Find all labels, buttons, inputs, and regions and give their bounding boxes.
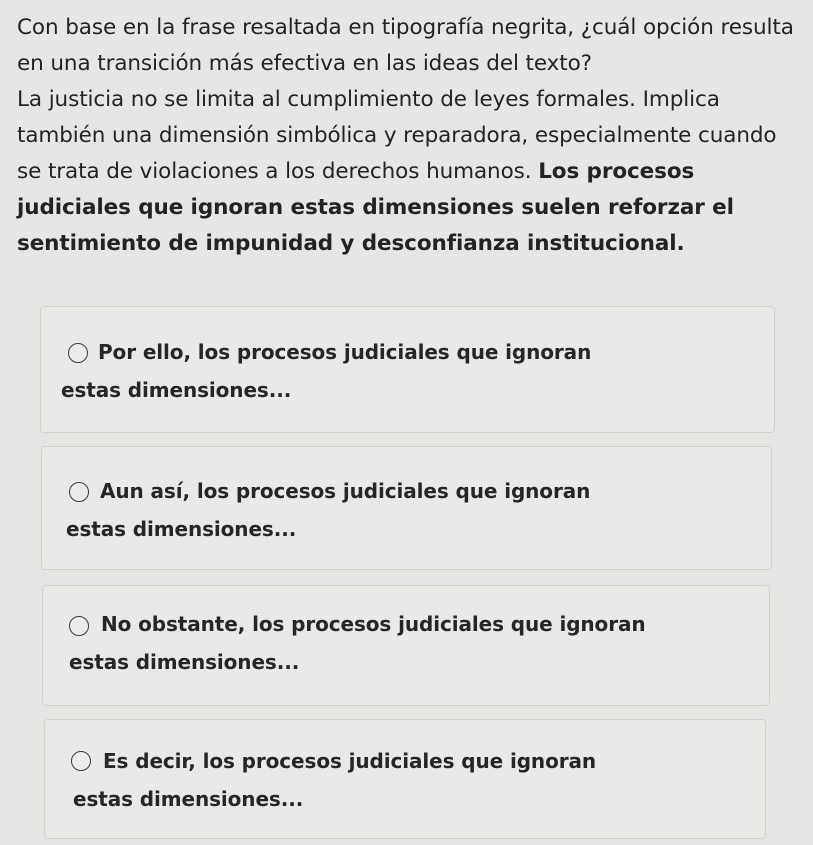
passage-plain: La justicia no se limita al cumplimiento de leyes formales. Implica también una dimensión simbólica y reparadora, especialmente cuando se trata de violaciones a los derechos humanos.	[17, 87, 777, 184]
question-prompt: Con base en la frase resaltada en tipografía negrita, ¿cuál opción resulta en una transición más efectiva en las ideas del texto?	[17, 15, 794, 76]
passage-bold: Los procesos judiciales que ignoran estas dimensiones suelen reforzar el sentimiento de impunidad y desconfianza institucional.	[17, 159, 734, 256]
answer-option-a[interactable]	[40, 306, 775, 433]
question-passage	[17, 82, 803, 262]
answer-option-c[interactable]	[42, 585, 770, 706]
answer-option-d[interactable]	[44, 719, 766, 839]
option-label: No obstante, los procesos judiciales que ignoran estas dimensiones...	[69, 612, 646, 674]
option-label: Es decir, los procesos judiciales que ignoran estas dimensiones...	[73, 749, 597, 811]
option-label: Aun así, los procesos judiciales que ignoran estas dimensiones...	[66, 479, 591, 541]
question-block	[17, 10, 803, 262]
option-label: Por ello, los procesos judiciales que ignoran estas dimensiones...	[61, 340, 592, 402]
answer-option-b[interactable]	[41, 446, 772, 570]
